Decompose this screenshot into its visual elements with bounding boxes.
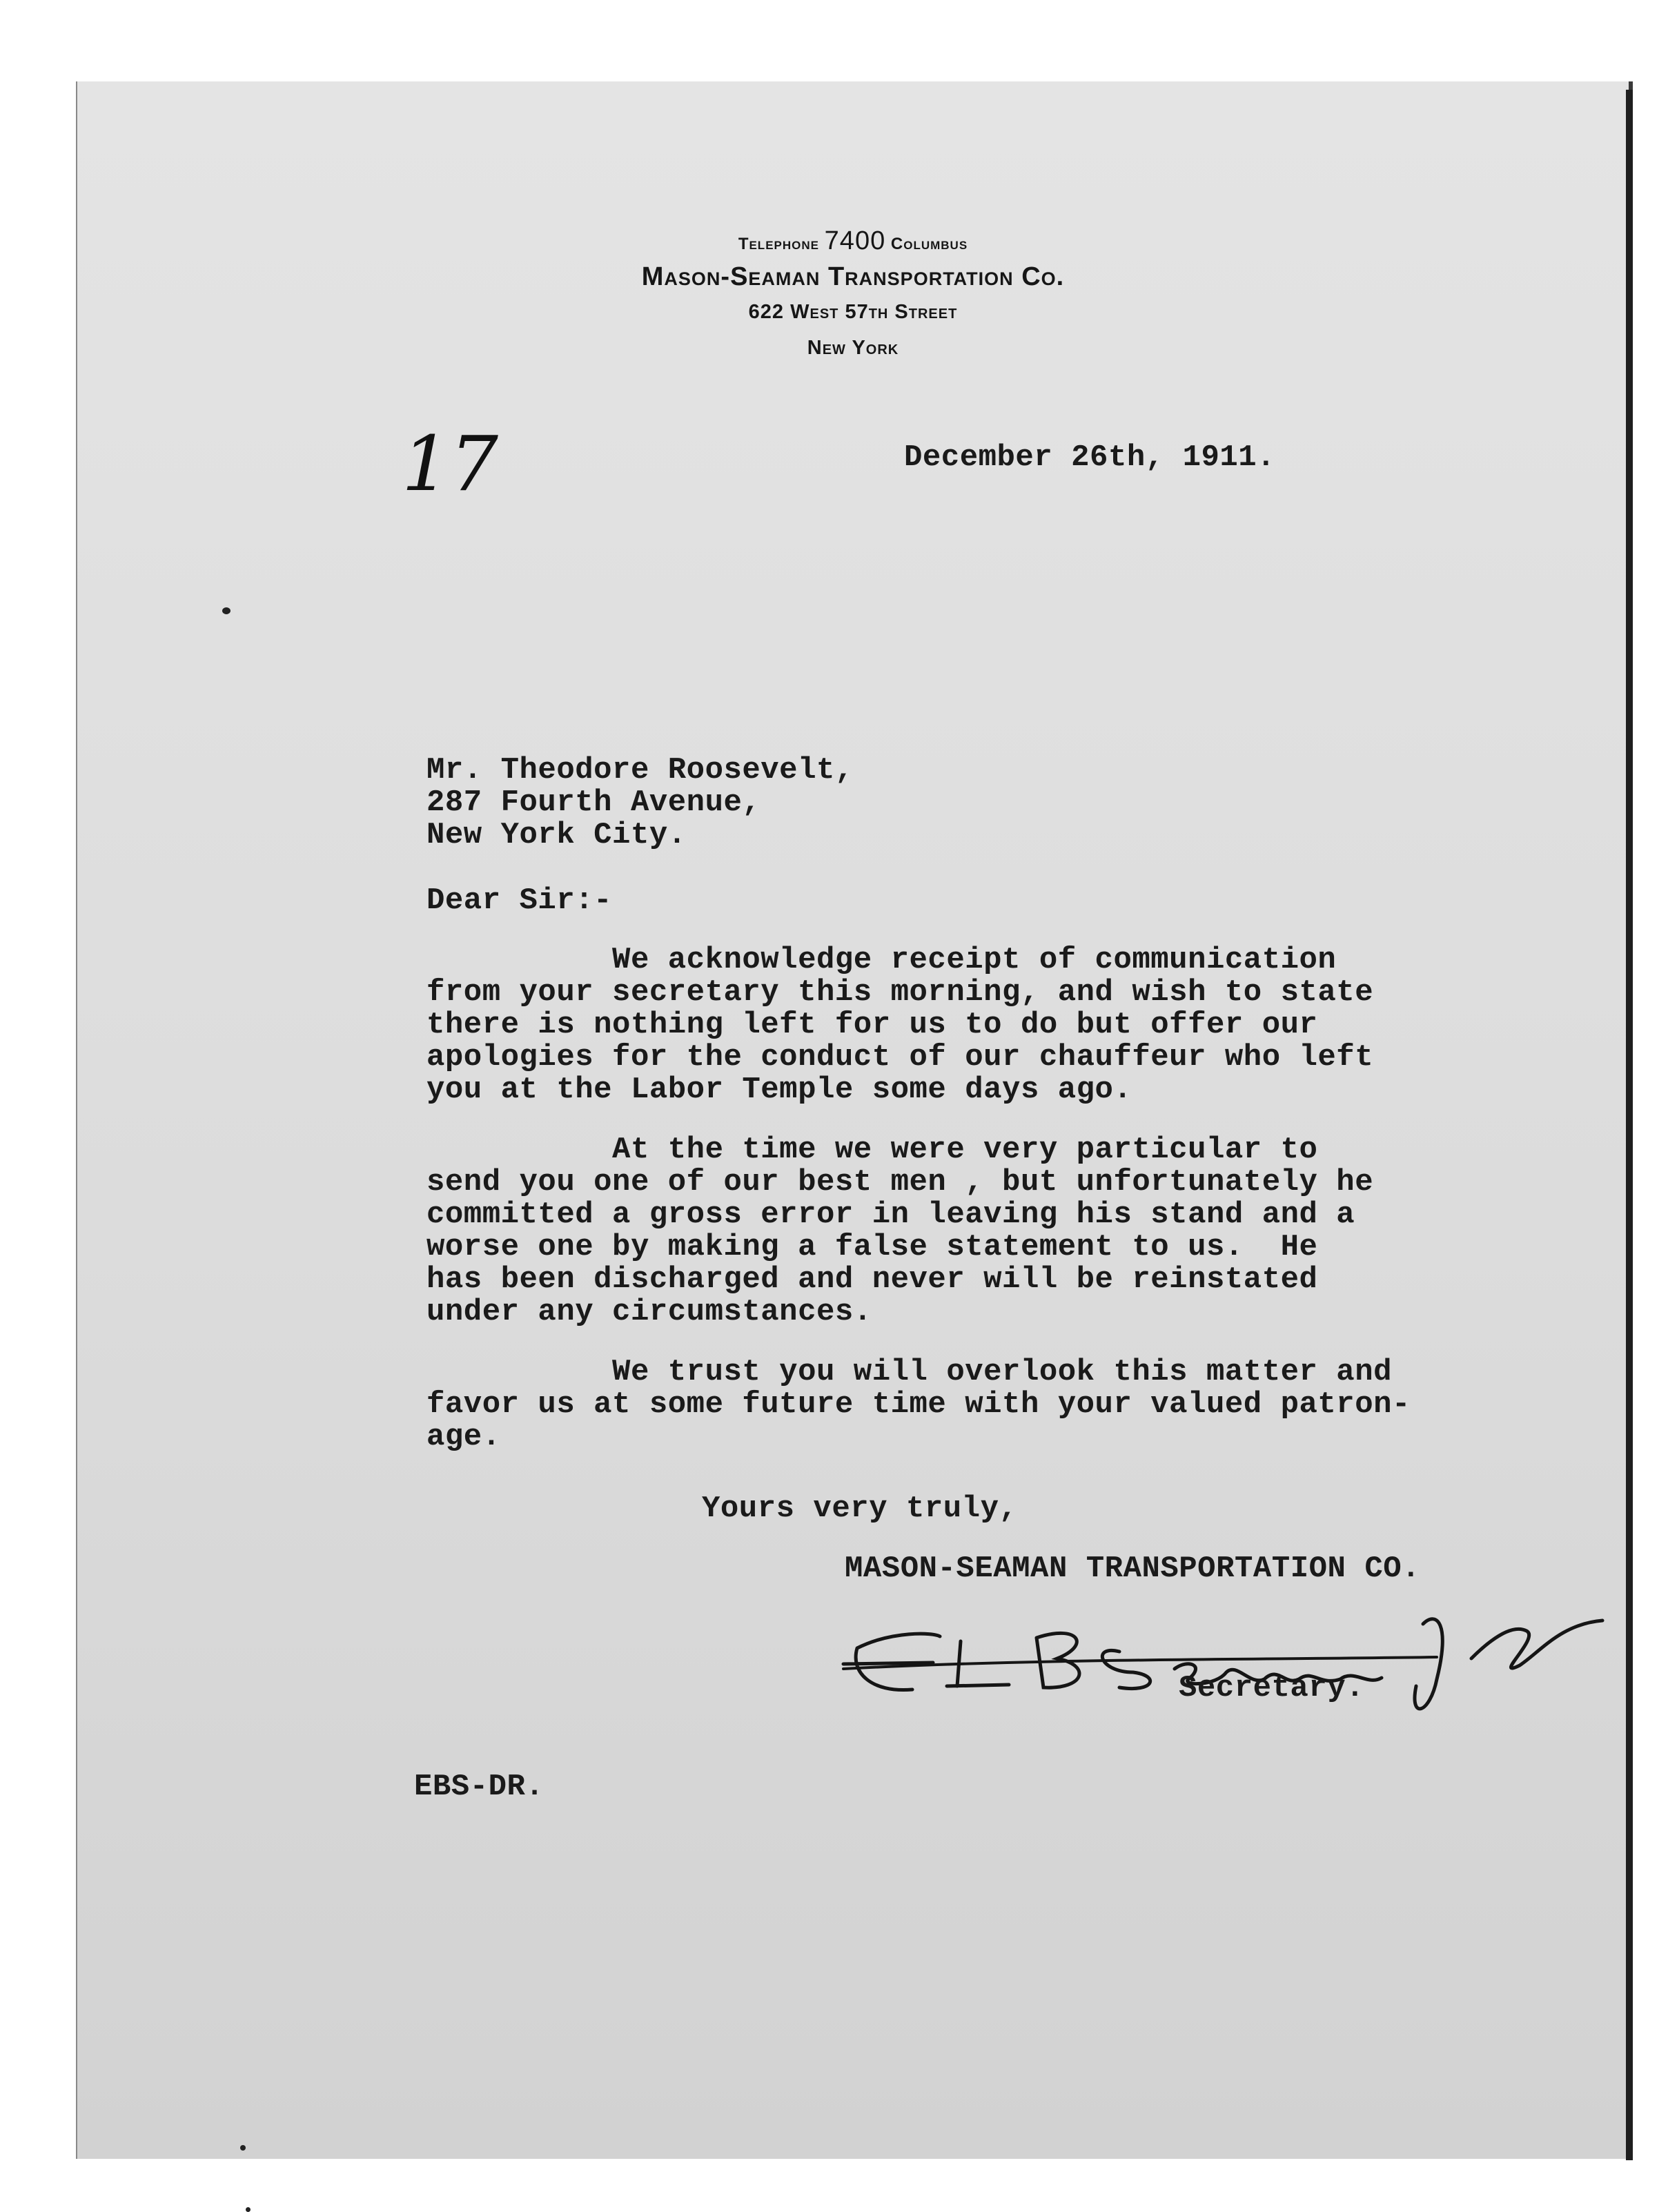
reference-initials: EBS-DR. (414, 1770, 544, 1804)
salutation: Dear Sir:- (426, 883, 613, 918)
telephone-exchange: Columbus (890, 235, 968, 253)
body-line: favor us at some future time with your valued patron- (426, 1387, 1411, 1422)
body-line: We trust you will overlook this matter and (426, 1355, 1393, 1389)
ink-speck (222, 607, 230, 614)
letter-page (77, 81, 1629, 2159)
letterhead-telephone (77, 226, 1629, 256)
letterhead-city: New York (807, 337, 899, 359)
body-line (426, 1106, 1411, 1134)
recipient-city: New York City. (426, 818, 687, 852)
ink-speck (246, 2207, 251, 2212)
body-line: worse one by making a false statement to us. He (426, 1230, 1318, 1264)
body-line: under any circumstances. (426, 1295, 872, 1329)
handwritten-number: 17 (402, 420, 498, 508)
body-line: We acknowledge receipt of communication (426, 943, 1337, 977)
telephone-prefix: Telephone (738, 235, 819, 253)
letterhead-street: 622 West 57th Street (748, 301, 958, 323)
recipient-name: Mr. Theodore Roosevelt, (426, 753, 854, 787)
ink-speck (240, 2145, 246, 2151)
letterhead-company: Mason-Seaman Transportation Co. (641, 262, 1065, 291)
body-line: has been discharged and never will be reinstated (426, 1262, 1318, 1297)
body-line: At the time we were very particular to (426, 1133, 1318, 1167)
signature-title: Secretary. (1179, 1671, 1365, 1705)
body-line: you at the Labor Temple some days ago. (426, 1073, 1132, 1107)
closing: Yours very truly, (702, 1491, 1018, 1526)
body-line: committed a gross error in leaving his stand and a (426, 1197, 1355, 1232)
body-line (426, 1329, 1411, 1356)
signature-graphic (830, 1583, 1665, 1748)
body-line: from your secretary this morning, and wish to state (426, 975, 1374, 1010)
telephone-number: 7400 (824, 226, 886, 255)
page-edge-shadow (1626, 90, 1633, 2160)
signature-company: MASON-SEAMAN TRANSPORTATION CO. (845, 1552, 1421, 1586)
body-line: send you one of our best men , but unfortunately he (426, 1165, 1374, 1200)
body-line: age. (426, 1420, 501, 1454)
body-line: apologies for the conduct of our chauffeur who left (426, 1040, 1374, 1075)
letter-body (426, 944, 1411, 1454)
recipient-street: 287 Fourth Avenue, (426, 785, 761, 820)
letter-date: December 26th, 1911. (904, 440, 1276, 475)
body-line: there is nothing left for us to do but offer our (426, 1008, 1318, 1042)
